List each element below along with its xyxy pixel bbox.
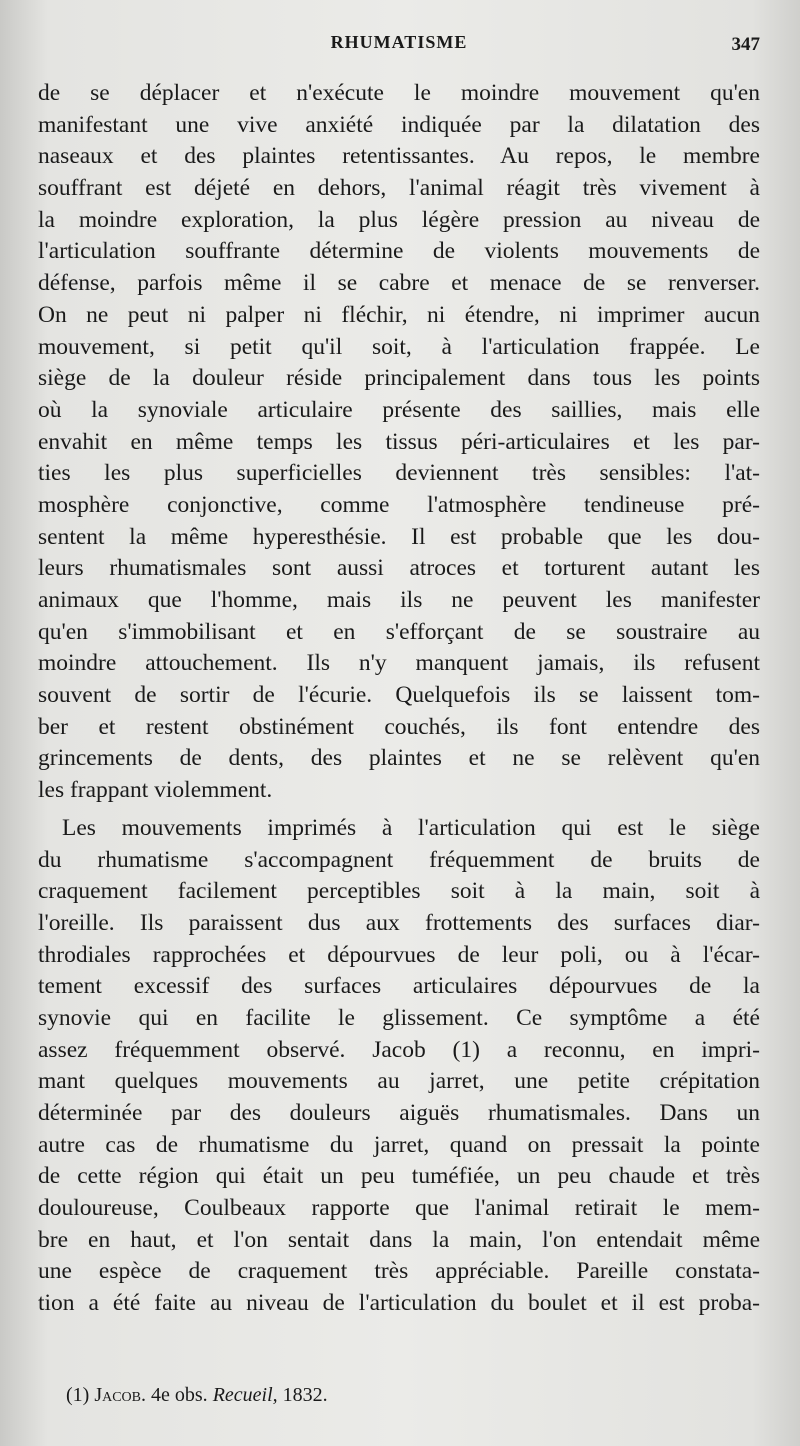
text-line: de cette région qui était un peu tuméfiée, un peu chaude et très: [38, 1163, 760, 1190]
text-line: douloureuse, Coulbeaux rapporte que l'animal retirait le mem-: [38, 1195, 760, 1222]
text-line: où la synoviale articulaire présente des saillies, mais elle: [38, 396, 760, 423]
footnote-year: 1832.: [282, 1384, 328, 1406]
text-line: manifestant une vive anxiété indiquée par la dilatation des: [38, 111, 760, 138]
text-line: du rhumatisme s'accompagnent fréquemment de bruits de: [38, 846, 760, 873]
text-line: l'oreille. Ils paraissent dus aux frottements des surfaces diar-: [38, 909, 760, 936]
text-line: ber et restent obstinément couchés, ils font entendre des: [38, 713, 760, 740]
text-line: naseaux et des plaintes retentissantes. Au repos, le membre: [38, 143, 760, 170]
text-line: synovie qui en facilite le glissement. Ce symptôme a été: [38, 1004, 760, 1031]
footnote: [66, 1384, 328, 1407]
footnote-author: Jacob.: [94, 1384, 147, 1406]
footnote-marker: (1): [66, 1384, 90, 1406]
text-line: mant quelques mouvements au jarret, une petite crépitation: [38, 1068, 760, 1095]
text-line: autre cas de rhumatisme du jarret, quand on pressait la pointe: [38, 1131, 760, 1158]
text-line: souffrant est déjeté en dehors, l'animal réagit très vivement à: [38, 175, 760, 202]
text-line: throdiales rapprochées et dépourvues de leur poli, ou à l'écar-: [38, 941, 760, 968]
text-line: souvent de sortir de l'écurie. Quelquefois ils se laissent tom-: [38, 682, 760, 709]
text-line: qu'en s'immobilisant et en s'efforçant de se soustraire au: [38, 618, 760, 645]
text-line: sentent la même hyperesthésie. Il est probable que les dou-: [38, 523, 760, 550]
text-line: ties les plus superficielles deviennent très sensibles: l'at-: [38, 460, 760, 487]
text-line: craquement facilement perceptibles soit à la main, soit à: [38, 878, 760, 905]
text-line: la moindre exploration, la plus légère pression au niveau de: [38, 206, 760, 233]
running-title: RHUMATISME: [330, 32, 468, 52]
footnote-detail: 4e obs.: [151, 1384, 208, 1406]
text-line: siège de la douleur réside principalement dans tous les points: [38, 365, 760, 392]
text-line: déterminée par des douleurs aiguës rhumatismales. Dans un: [38, 1100, 760, 1126]
paragraph-1: [38, 78, 760, 807]
text-line: tion a été faite au niveau de l'articulation du boulet et il est proba-: [38, 1290, 760, 1317]
running-head: [38, 32, 760, 60]
text-line: grincements de dents, des plaintes et ne se relèvent qu'en: [38, 745, 760, 772]
body-text: [38, 78, 760, 1320]
footnote-source: Recueil,: [212, 1384, 278, 1406]
text-line: bre en haut, et l'on sentait dans la main, l'on entendait même: [38, 1226, 760, 1253]
text-line: une espèce de craquement très appréciable. Pareille constata-: [38, 1258, 760, 1285]
text-line: l'articulation souffrante détermine de violents mouvements de: [38, 238, 760, 265]
text-line: On ne peut ni palper ni fléchir, ni étendre, ni imprimer aucun: [38, 301, 760, 328]
page-number: 347: [731, 34, 760, 55]
text-line: assez fréquemment observé. Jacob (1) a reconnu, en impri-: [38, 1036, 760, 1063]
text-line: leurs rhumatismales sont aussi atroces et torturent autant les: [38, 555, 760, 582]
text-line: défense, parfois même il se cabre et menace de se renverser.: [38, 270, 760, 297]
text-line: tement excessif des surfaces articulaires dépourvues de la: [38, 973, 760, 1000]
text-line: mouvement, si petit qu'il soit, à l'articulation frappée. Le: [38, 333, 760, 360]
text-line: moindre attouchement. Ils n'y manquent jamais, ils refusent: [38, 650, 760, 677]
text-line: Les mouvements imprimés à l'articulation qui est le siège: [62, 814, 760, 841]
paragraph-2: [38, 813, 760, 1320]
text-line: envahit en même temps les tissus péri-articulaires et les par-: [38, 428, 760, 455]
text-line: animaux que l'homme, mais ils ne peuvent les manifester: [38, 587, 760, 613]
text-line: de se déplacer et n'exécute le moindre mouvement qu'en: [38, 80, 760, 106]
text-line: mosphère conjonctive, comme l'atmosphère tendineuse pré-: [38, 491, 760, 518]
text-line: les frappant violemment.: [38, 777, 273, 804]
